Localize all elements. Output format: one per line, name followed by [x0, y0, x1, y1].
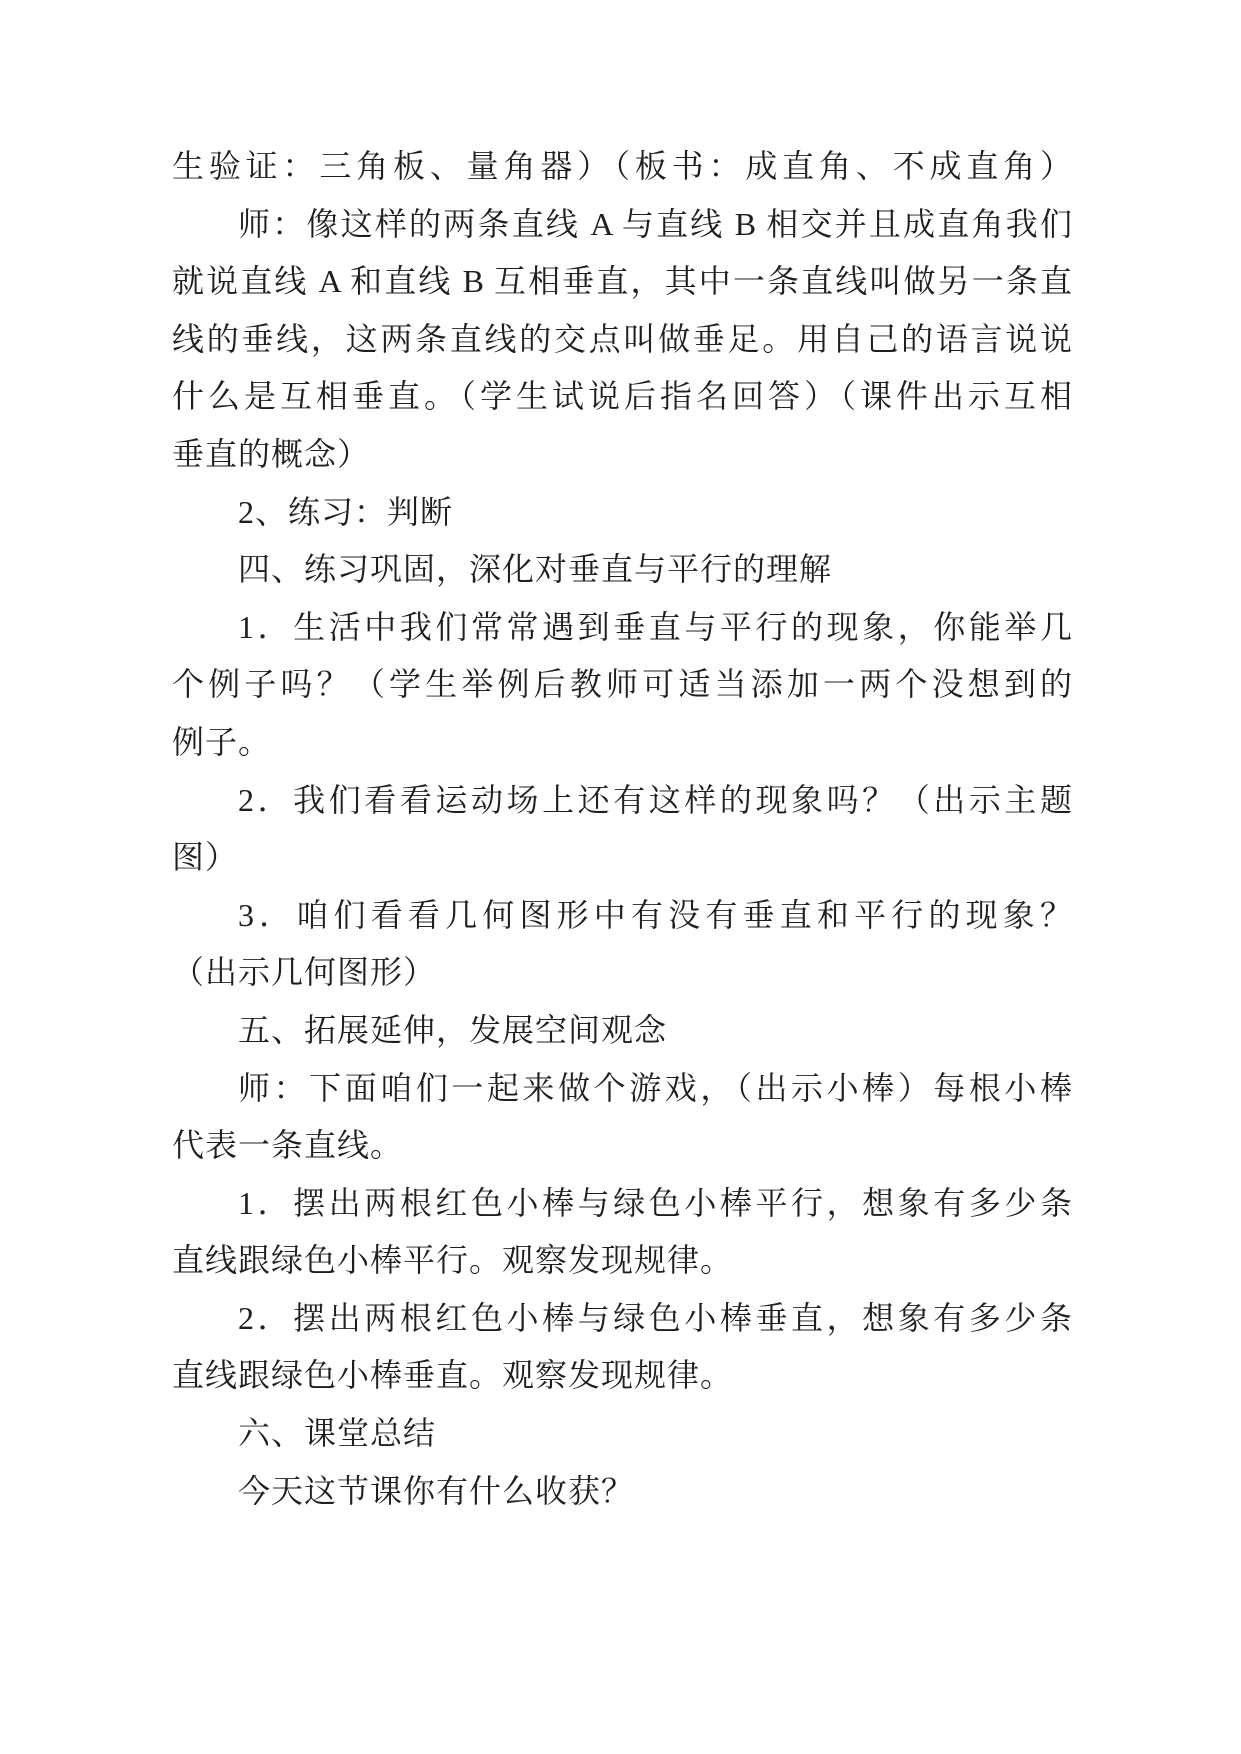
text-line: 垂直的概念） [172, 435, 371, 472]
text-line: 四、练习巩固，深化对垂直与平行的理解 [238, 551, 833, 588]
document-body [172, 138, 1072, 1520]
text-line: 1．摆出两根红色小棒与绿色小棒平行，想象有多少条 [238, 1184, 1072, 1221]
text-line: 什么是互相垂直。（学生试说后指名回答）（课件出示互相 [172, 378, 1072, 415]
text-line: （出示几何图形） [172, 954, 437, 991]
text-line: 线的垂线，这两条直线的交点叫做垂足。用自己的语言说说 [172, 320, 1072, 357]
text-line: 六、课堂总结 [238, 1415, 437, 1452]
text-line: 代表一条直线。 [172, 1127, 404, 1164]
text-line: 五、拓展延伸，发展空间观念 [238, 1011, 668, 1048]
text-line: 2、练习：判断 [238, 493, 454, 530]
text-line: 生验证：三角板、量角器）（板书：成直角、不成直角） [172, 148, 1072, 184]
text-line: 例子。 [172, 723, 272, 760]
text-line: 2．摆出两根红色小棒与绿色小棒垂直，想象有多少条 [238, 1299, 1072, 1336]
text-line: 3．咱们看看几何图形中有没有垂直和平行的现象？ [238, 896, 1072, 933]
text-line: 1．生活中我们常常遇到垂直与平行的现象，你能举几 [238, 608, 1072, 645]
text-line: 师：像这样的两条直线 A 与直线 B 相交并且成直角我们 [238, 205, 1072, 242]
text-line: 图） [172, 839, 239, 876]
text-line: 2．我们看看运动场上还有这样的现象吗？（出示主题 [238, 781, 1072, 818]
text-line: 个例子吗？（学生举例后教师可适当添加一两个没想到的 [172, 666, 1072, 703]
text-line: 就说直线 A 和直线 B 互相垂直，其中一条直线叫做另一条直 [172, 263, 1072, 300]
text-line: 直线跟绿色小棒垂直。观察发现规律。 [172, 1357, 734, 1394]
text-line: 今天这节课你有什么收获？ [238, 1472, 635, 1509]
text-line: 直线跟绿色小棒平行。观察发现规律。 [172, 1242, 734, 1279]
text-line: 师：下面咱们一起来做个游戏，（出示小棒）每根小棒 [238, 1069, 1072, 1106]
